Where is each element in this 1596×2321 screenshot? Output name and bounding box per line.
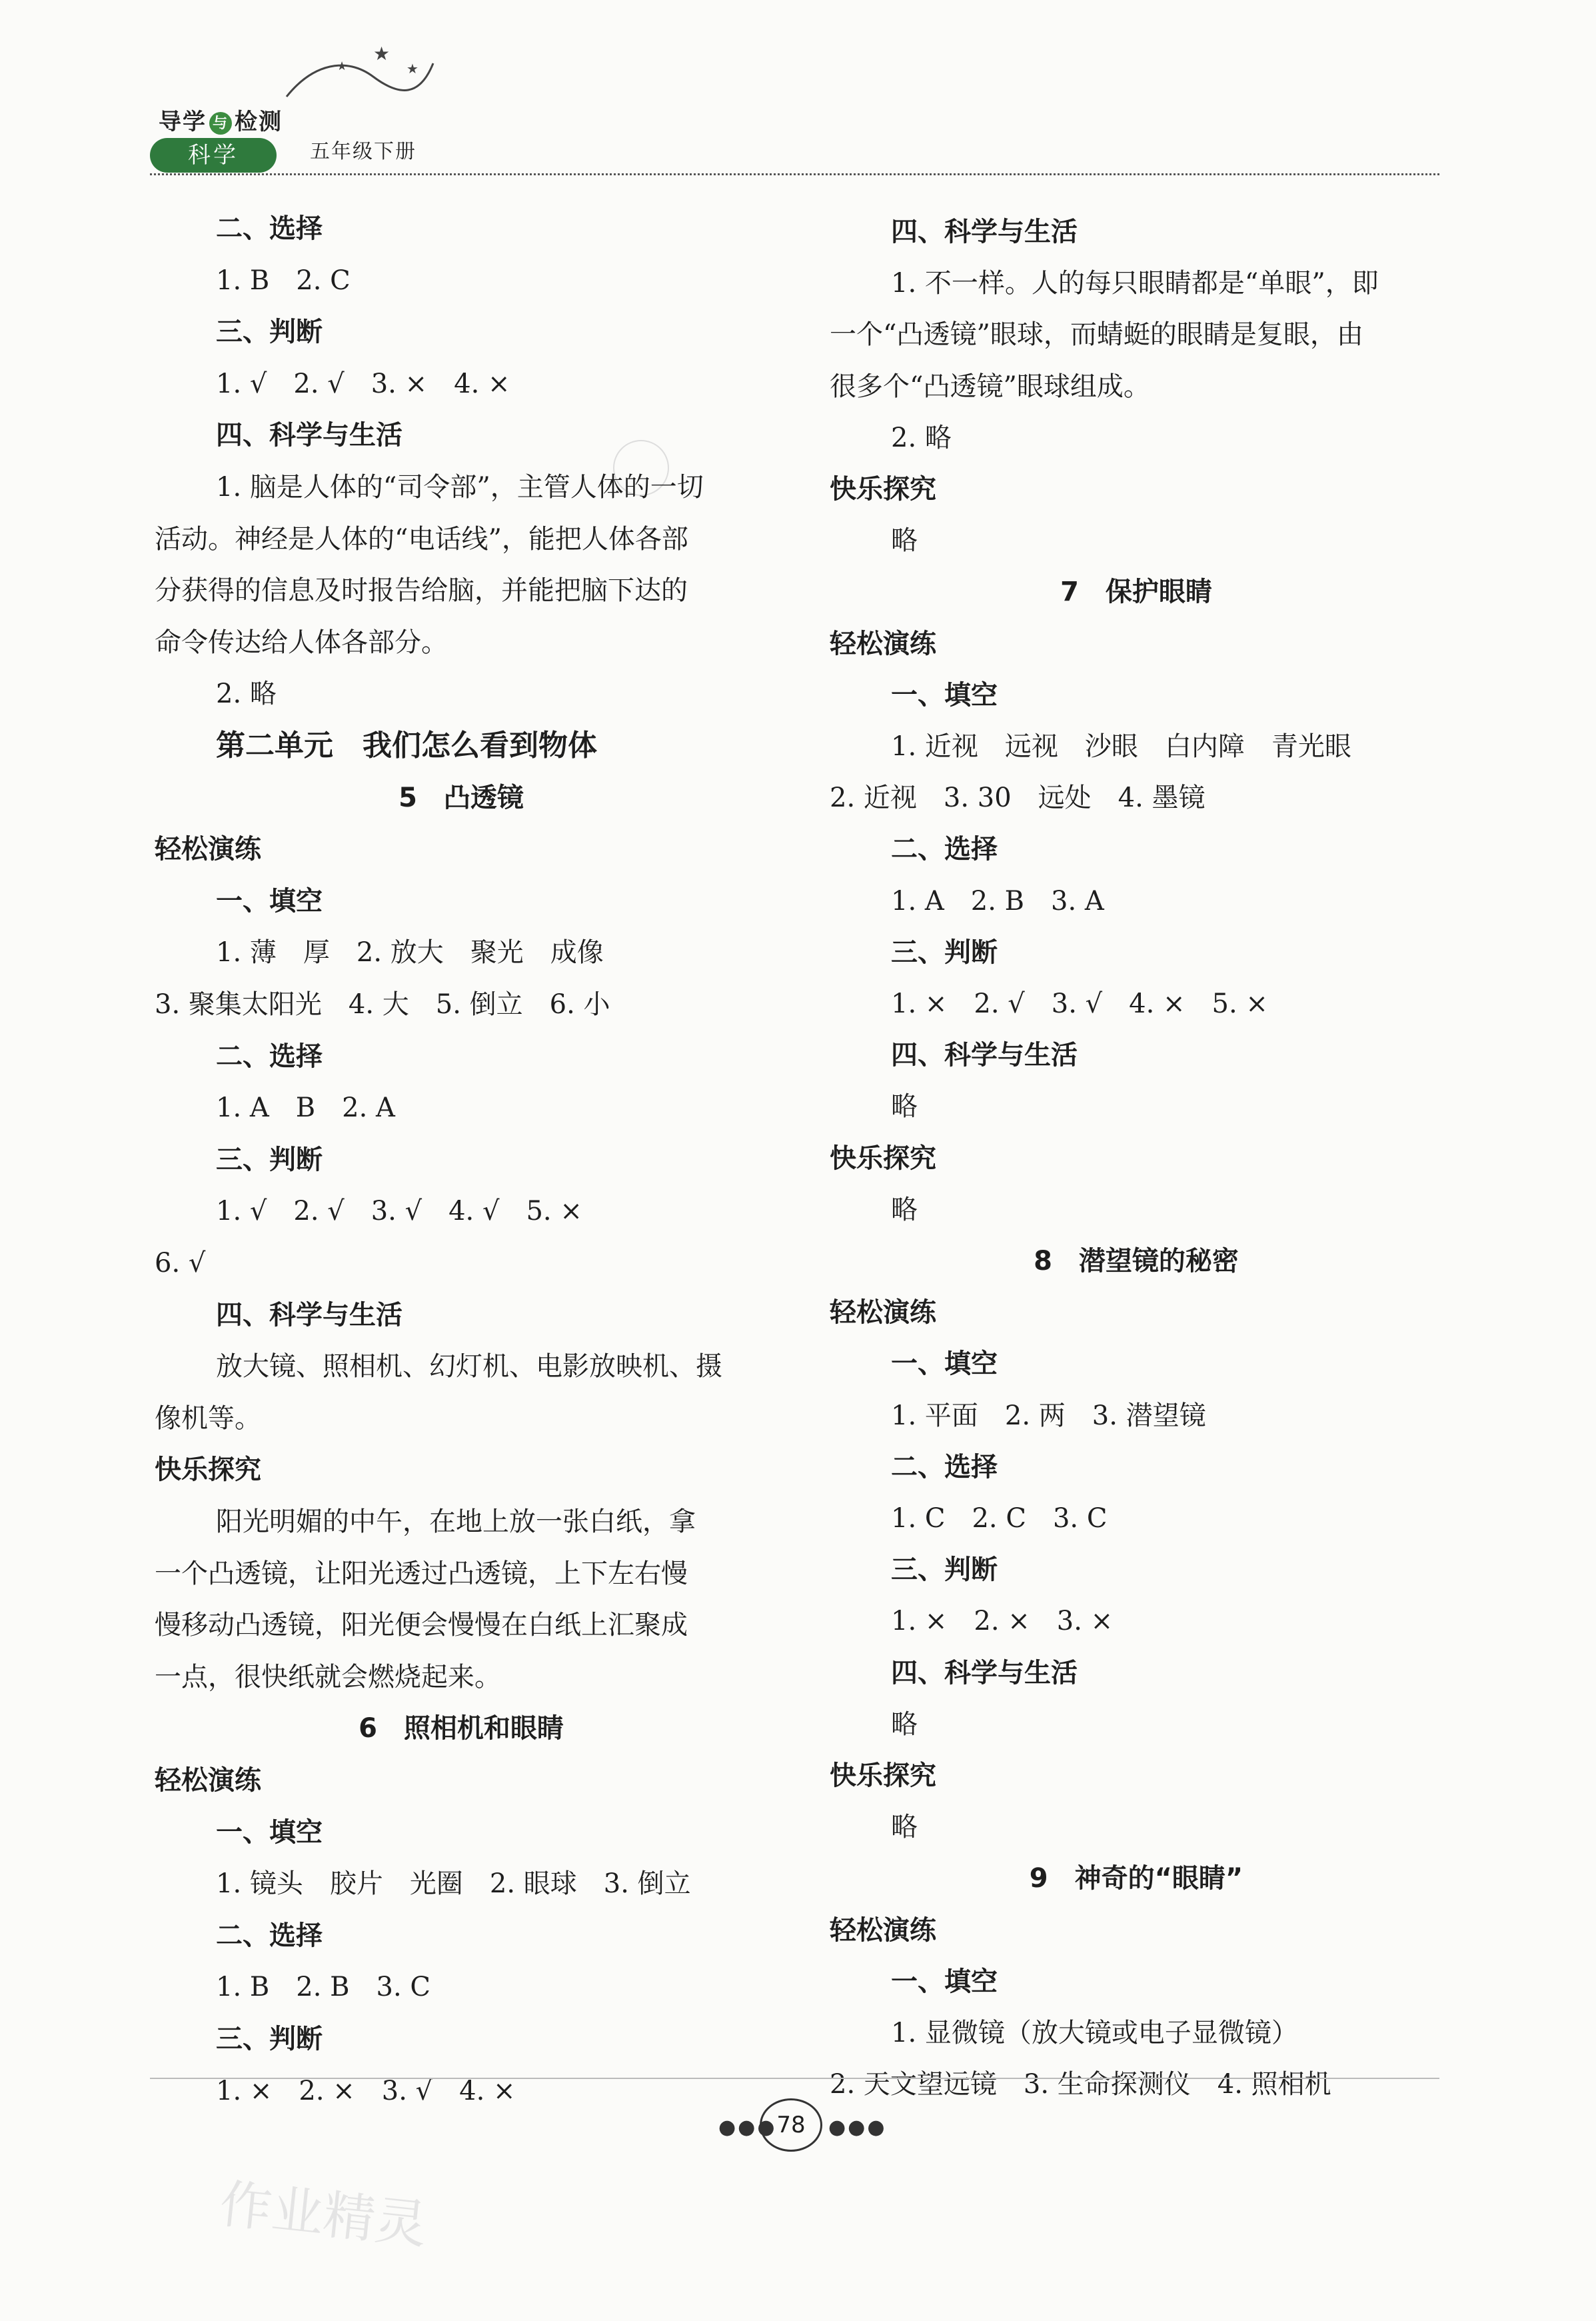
dots-left: ●●● [718,2116,777,2139]
section-heading: 三、判断 [891,1554,998,1586]
section-heading: 一、填空 [891,1348,998,1380]
section-heading: 快乐探究 [155,1454,261,1486]
section-heading: 轻松演练 [830,628,936,659]
answer-text: 命令传达给人体各部分。 [155,627,448,658]
answer-text: 3. 聚集太阳光 4. 大 5. 倒立 6. 小 [155,989,610,1020]
answer-text: 1. 薄 厚 2. 放大 聚光 成像 [216,937,604,969]
footer-divider [150,2078,1439,2079]
svg-text:★: ★ [373,43,391,65]
page-number-block [718,2098,887,2152]
answer-text: 很多个“凸透镜”眼球组成。 [830,371,1150,402]
answer-text: 1. 不一样。人的每只眼睛都是“单眼”，即 [891,268,1379,299]
series-connector: 与 [209,112,232,135]
answer-text: 1. × 2. × 3. × [891,1606,1114,1637]
answer-text: 1. B 2. C [216,265,351,296]
section-heading: 四、科学与生活 [891,1657,1078,1688]
answer-text: 分获得的信息及时报告给脑，并能把脑下达的 [155,575,688,607]
unit-title: 第二单元 我们怎么看到物体 [216,729,597,763]
answer-text: 2. 略 [216,679,277,710]
section-heading: 二、选择 [216,1041,323,1072]
answer-text: 一个凸透镜，让阳光透过凸透镜，上下左右慢 [155,1558,688,1589]
section-heading: 三、判断 [891,937,998,968]
answer-text: 1. 脑是人体的“司令部”，主管人体的一切 [216,472,704,503]
section-heading: 四、科学与生活 [891,217,1078,247]
answer-text: 2. 近视 3. 30 远处 4. 墨镜 [830,783,1205,814]
answer-text: 略 [891,525,918,557]
answer-text: 1. 近视 远视 沙眼 白内障 青光眼 [891,731,1351,762]
section-heading: 三、判断 [216,317,323,348]
section-heading: 三、判断 [216,2024,323,2054]
answer-text: 略 [891,1708,918,1740]
lesson-title: 9 神奇的“眼睛” [1029,1863,1243,1894]
answer-text: 1. 平面 2. 两 3. 潜望镜 [891,1400,1206,1431]
answer-text: 2. 略 [891,422,952,453]
answer-text: 1. B 2. B 3. C [216,1972,431,2003]
section-heading: 轻松演练 [155,1765,261,1796]
section-heading: 二、选择 [216,213,323,244]
answer-text: 阳光明媚的中午，在地上放一张白纸，拿 [216,1506,696,1537]
section-heading: 二、选择 [891,1451,998,1482]
answer-text: 一个“凸透镜”眼球，而蜻蜓的眼睛是复眼，由 [830,319,1363,351]
answer-text: 一点，很快纸就会燃烧起来。 [155,1661,501,1692]
section-heading: 一、填空 [216,885,323,917]
section-heading: 一、填空 [891,679,998,711]
page-number: 78 [760,2098,822,2152]
lesson-title: 5 凸透镜 [399,782,524,813]
section-heading: 四、科学与生活 [216,1299,402,1330]
answer-text: 1. × 2. × 3. √ 4. × [216,2075,516,2106]
answer-text: 像机等。 [155,1402,261,1434]
answer-text: 略 [891,1194,918,1225]
lesson-title: 7 保护眼睛 [1060,577,1212,608]
answer-text: 1. C 2. C 3. C [891,1503,1108,1534]
section-heading: 轻松演练 [830,1297,936,1328]
section-heading: 快乐探究 [830,1760,936,1791]
watermark: 作业精灵 [217,2174,430,2256]
section-heading: 四、科学与生活 [891,1040,1078,1071]
subject-badge: 科学 [150,138,277,173]
answer-text: 1. A B 2. A [216,1093,395,1124]
section-heading: 四、科学与生活 [216,420,402,451]
answer-text: 2. 天文望远镜 3. 生命探测仪 4. 照相机 [830,2069,1331,2100]
answer-text: 1. √ 2. √ 3. × 4. × [216,368,510,399]
header-divider [150,173,1439,175]
answer-text: 放大镜、照相机、幻灯机、电影放映机、摄 [216,1351,722,1382]
answer-text: 1. A 2. B 3. A [891,885,1104,917]
answer-text: 活动。神经是人体的“电话线”，能把人体各部 [155,523,688,555]
svg-text:★: ★ [406,61,418,77]
answer-text: 慢移动凸透镜，阳光便会慢慢在白纸上汇聚成 [155,1610,688,1641]
section-heading: 一、填空 [216,1816,323,1848]
answer-text: 1. 显微镜（放大镜或电子显微镜） [891,2018,1298,2048]
section-heading: 二、选择 [891,834,998,865]
series-name: 导学 与 检测 [159,109,283,135]
answer-text: 略 [891,1091,918,1123]
section-heading: 二、选择 [216,1920,323,1951]
lesson-title: 6 照相机和眼睛 [359,1713,564,1744]
section-heading: 快乐探究 [830,474,936,505]
section-heading: 轻松演练 [830,1914,936,1946]
answer-text: 1. × 2. √ 3. √ 4. × 5. × [891,989,1268,1019]
lesson-title: 8 潜望镜的秘密 [1034,1246,1239,1276]
grade-label: 五年级下册 [310,140,416,163]
answer-text: 1. √ 2. √ 3. √ 4. √ 5. × [216,1196,582,1227]
decorative-swirl-icon [273,37,446,110]
svg-text:★: ★ [337,59,348,73]
answer-text: 略 [891,1812,918,1843]
dots-right: ●●● [828,2116,887,2139]
section-heading: 快乐探究 [830,1143,936,1174]
section-heading: 轻松演练 [155,834,261,865]
series-title [159,103,283,136]
answer-text: 1. 镜头 胶片 光圈 2. 眼球 3. 倒立 [216,1868,691,1900]
section-heading: 三、判断 [216,1144,323,1175]
section-heading: 一、填空 [891,1966,998,1997]
page-header [150,37,1439,177]
answer-text: 6. √ [155,1248,206,1278]
